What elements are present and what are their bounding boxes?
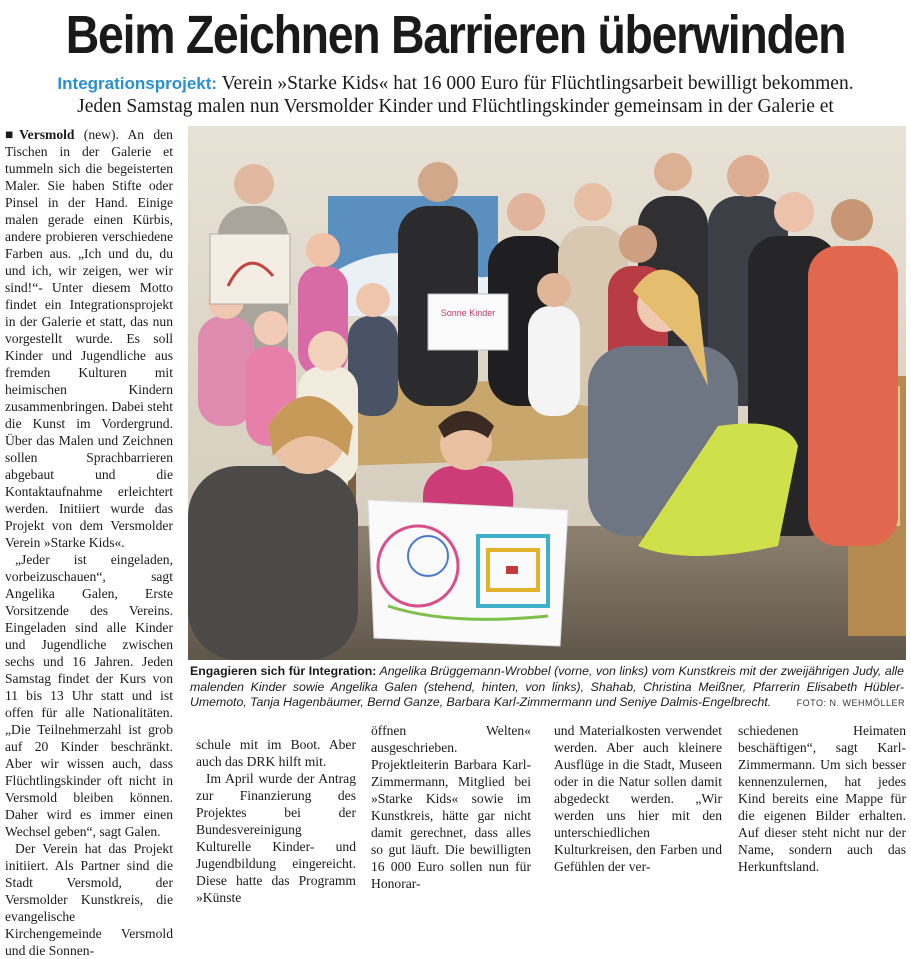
table-sign-text: Sonne Kinder [440, 308, 496, 318]
article-column-3 [371, 722, 531, 892]
dateline: Versmold [19, 127, 75, 142]
photo-credit: FOTO: N. WEHMÖLLER [796, 698, 905, 708]
subheadline-line2: Jeden Samstag malen nun Versmolder Kinder und Flüchtlingskinder gemeinsam in der Galerie et [77, 96, 834, 117]
paragraph: Der Verein hat das Projekt initiiert. Als Partner sind die Stadt Versmold, der Versmolder Kunstkreis, die evangelische Kirchengemeinde Versmold und die Sonnen- [5, 841, 173, 958]
paragraph: Im April wurde der Antrag zur Finanzierung des Projektes bei der Bundesvereinigung Kulturelle Kinder- und Jugendbildung eingereicht. Diese hatte das Programm »Künste [196, 771, 356, 905]
paragraph [5, 126, 173, 551]
subheadline-line1 [0, 72, 911, 96]
caption-lead: Engagieren sich für Integration: [190, 664, 377, 678]
table-sign [428, 294, 508, 350]
subheadline-text-1: Verein »Starke Kids« hat 16 000 Euro für Flüchtlingsarbeit bewilligt bekommen. [217, 73, 854, 94]
held-picture [210, 234, 290, 304]
article-column-1 [5, 126, 173, 959]
paragraph: „Jeder ist eingeladen, vorbeizuschauen“, sagt Angelika Galen, Erste Vorsitzende des Vereins. Eingeladen sind alle Kinder und Jugendliche zwischen sechs und 16 Jahren. Jeden Samstag findet der Kurs von 11 bis 13 Uhr statt und ist offen für alle Nationalitäten. „Die Teilnehmerzahl ist grob auf 20 Kinder beschränkt. Aber wir wissen auch, dass Flüchtlingskinder oft nicht in Versmold bleiben können. Daher wird es immer einen Wechsel geben“, sagt Galen. [5, 552, 173, 839]
bullet-square-icon: ■ [5, 127, 20, 142]
article-column-2 [196, 736, 356, 906]
paragraph: und Materialkosten verwendet werden. Aber auch kleinere Ausflüge in die Stadt, Museen oder in die Natur sollen damit abgedeckt werden. „Wir werden uns hier mit den unterschiedlichen Kulturkreisen, den Farben und Gefühlen der ver- [554, 723, 722, 874]
headline: Beim Zeichnen Barrieren überwinden [65, 5, 846, 65]
caption-text: Angelika Brüggemann-Wrobbel (vorne, von links) vom Kunstkreis mit der zweijährigen Judy, alle malenden Kinder sowie Angelika Galen (stehend, hinten, von links), Shahab, Christina Meißner, Pfarrerin Elisabeth Hübler-Umemoto, Tanja Hagenbäumer, Bernd Ganze, Barbara Karl-Zimmermann und Seniye Dalmis-Engelbrecht. [190, 664, 904, 710]
kicker: Integrationsprojekt: [57, 74, 218, 93]
child-drawing [368, 500, 568, 646]
paragraph: schiedenen Heimaten beschäftigen“, sagt Karl-Zimmermann. Um sich besser kennenzulernen, hat jedes Kind bereits eine Mappe für die eigenen Bilder erhalten. Auf dieser steht nicht nur der Name, sondern auch das Herkunftsland. [738, 723, 906, 874]
paragraph: schule mit im Boot. Aber auch das DRK hilft mit. [196, 737, 356, 769]
article-photo [188, 126, 906, 660]
article-column-4 [554, 722, 722, 875]
paragraph-text: (new). An den Tischen in der Galerie et tummeln sich die begeisterten Maler. Sie haben Stifte oder Pinsel in der Hand. Einige malen gerade einen Kürbis, andere probieren verschiedene Farben aus. „Ich und du, du und ich, wir zeigen, wer wir sind!“- Unter diesem Motto findet ein Integrationsprojekt in der Galerie et statt, das nun vorgestellt wurde. Es soll Kinder und Jugendliche aus fremden Kulturen mit heimischen Kindern zusammenbringen. Dabei steht die Kunst im Vordergrund. Über das Malen und Zeichnen sollen Sprachbarrieren abgebaut und die Kontaktaufnahme erleichtert werden. Initiiert wurde das Projekt von dem Versmolder Verein »Starke Kids«. [5, 127, 173, 550]
paragraph: öffnen Welten« ausgeschrieben. Projektleiterin Barbara Karl-Zimmermann, Mitglied bei »Starke Kids« sowie im Kunstkreis, hätte gar nicht damit gerechnet, dass alles so gut läuft. Die bewilligten 16 000 Euro sollen nun für Honorar- [371, 723, 531, 891]
photo-illustration [188, 126, 906, 660]
article-column-5 [738, 722, 906, 875]
